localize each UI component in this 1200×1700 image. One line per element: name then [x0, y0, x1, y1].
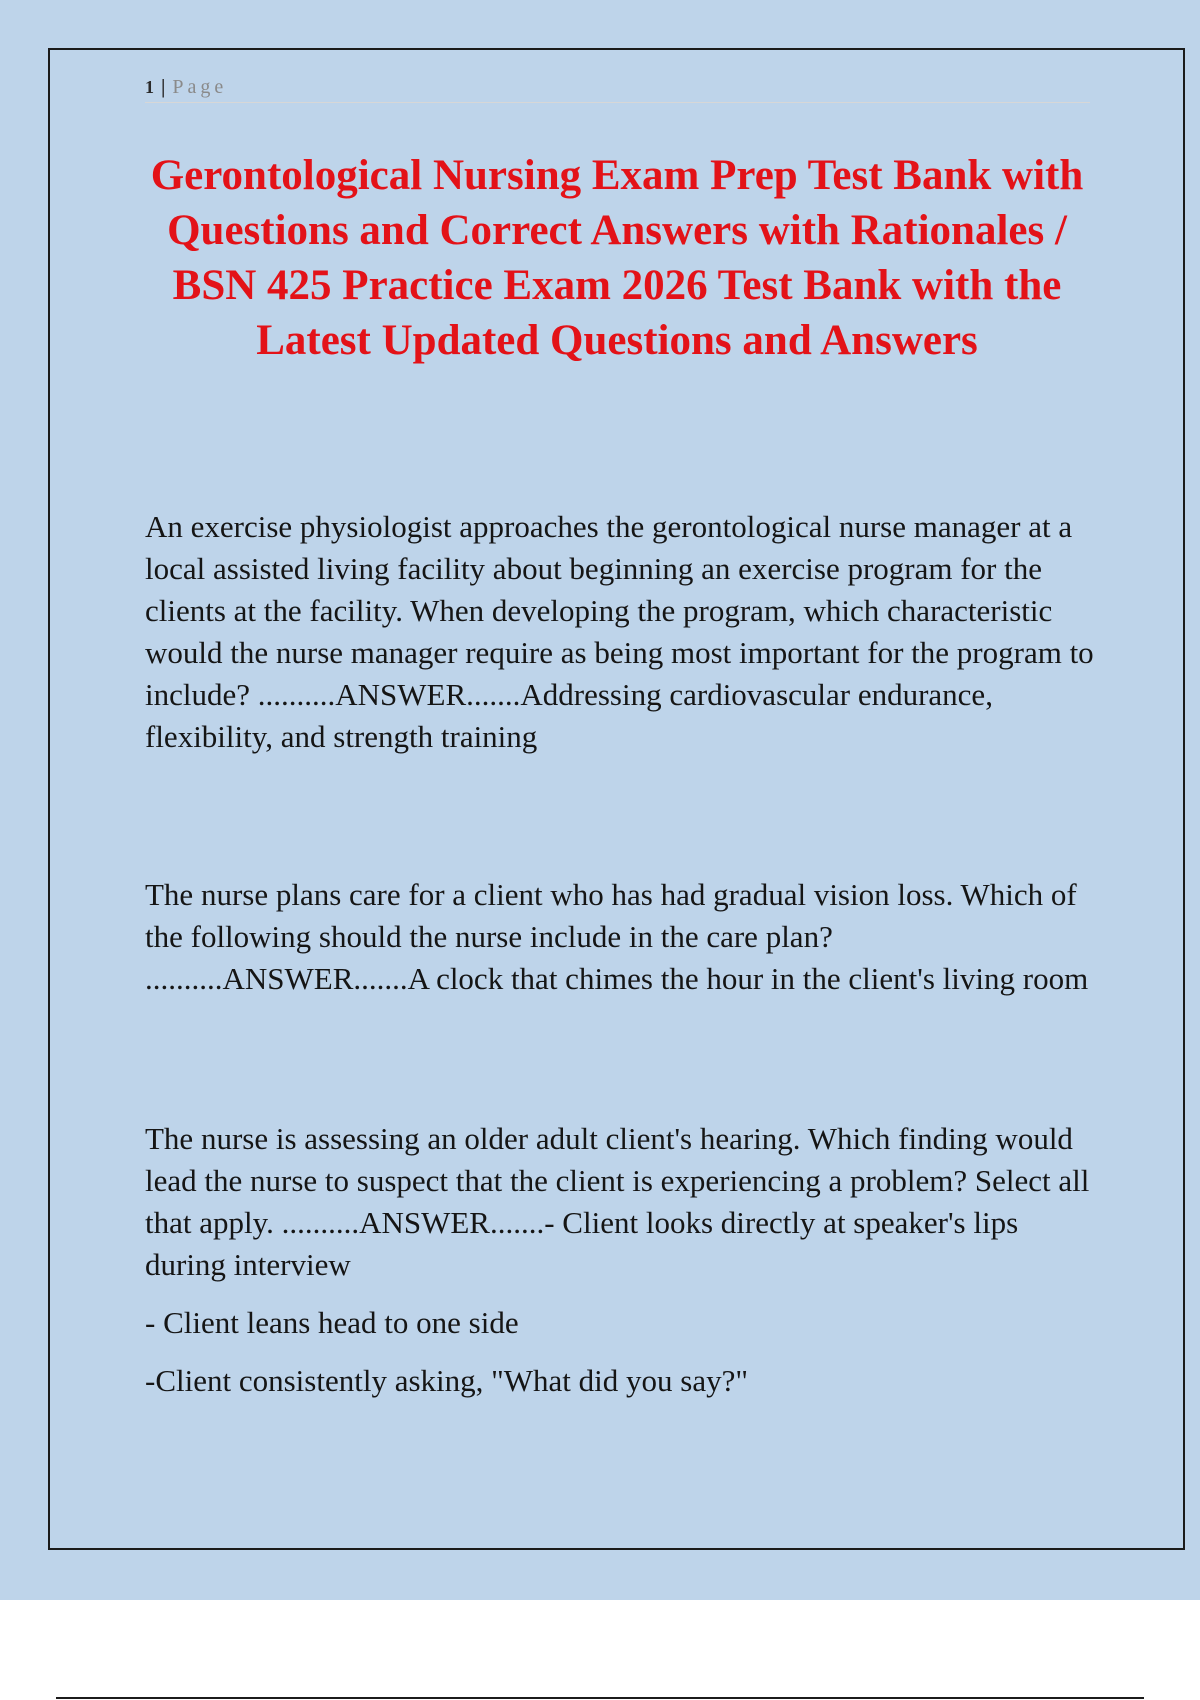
document-title: Gerontological Nursing Exam Prep Test Bank with Questions and Correct Answers with Rationales / BSN 425 Practice Exam 2026 Test Bank with the Latest Updated Questions and Answers: [150, 152, 1084, 364]
page-separator: |: [161, 76, 166, 98]
question-block: [145, 506, 1095, 758]
question-block: [145, 1118, 1095, 1402]
page-number: 1: [145, 77, 154, 97]
question-text: An exercise physiologist approaches the gerontological nurse manager at a local assisted living facility about beginning an exercise program for the clients at the facility. When developing the program, which characteristic would the nurse manager require as being most important for the program to include? ..........ANSWER.......Addressing cardiovascular endurance, flexibility, and strength training: [145, 509, 1094, 754]
page-header: [145, 72, 1090, 103]
question-text: The nurse plans care for a client who has had gradual vision loss. Which of the following should the nurse include in the care plan? ..........ANSWER.......A clock that chimes the hour in the client's living room: [145, 877, 1089, 996]
answer-option: - Client leans head to one side: [145, 1305, 519, 1340]
footer-rule: [56, 1697, 1144, 1699]
answer-option: -Client consistently asking, "What did you say?": [145, 1363, 749, 1398]
question-text: The nurse is assessing an older adult client's hearing. Which finding would lead the nurse to suspect that the client is experiencing a problem? Select all that apply. ..........ANSWER.......- Client looks directly at speaker's lips during interview: [145, 1121, 1090, 1282]
page-label: Page: [172, 76, 228, 98]
question-block: [145, 874, 1095, 1000]
